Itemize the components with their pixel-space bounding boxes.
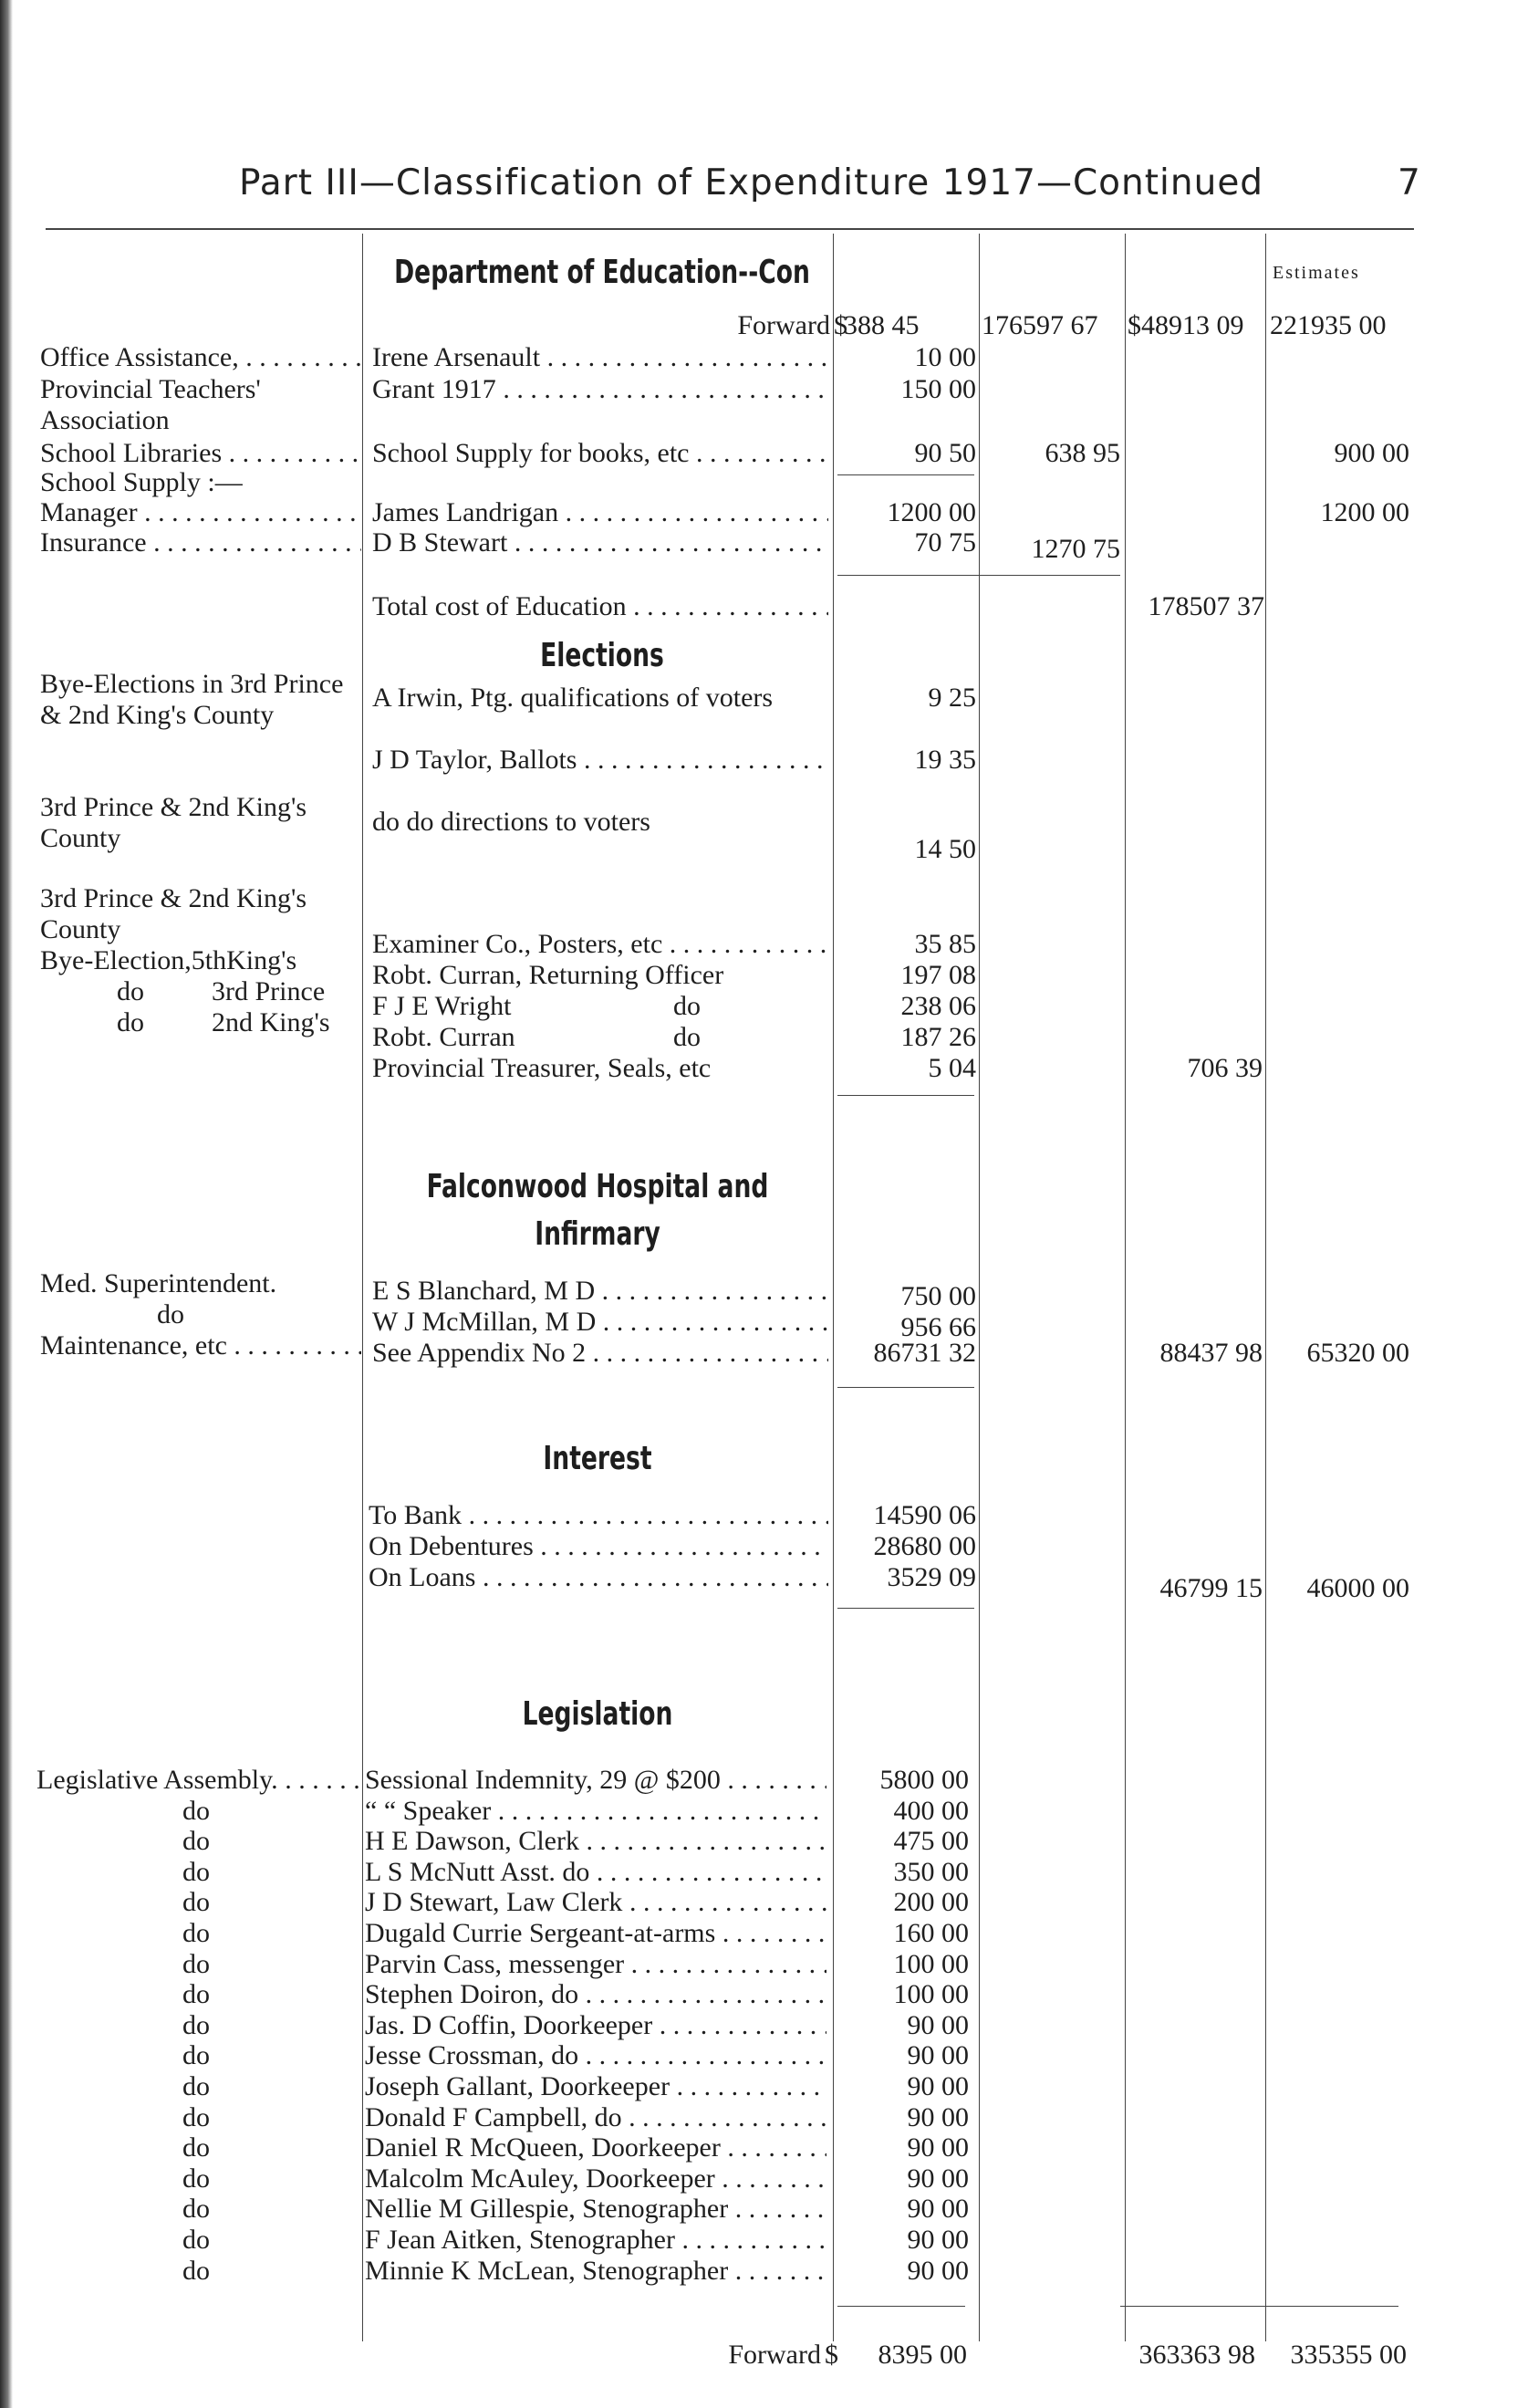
section-heading-infirmary: Infirmary [535,1215,660,1253]
ditto-mark: do [182,2040,210,2071]
ditto-mark: do [182,2009,210,2040]
item-amount: 100 00 [893,1948,969,1979]
classification-label: Office Assistance, . . . [40,342,361,373]
item-amount: 197 08 [900,960,976,990]
item-amount: 10 00 [914,342,976,372]
ditto-mark: do [182,2071,210,2101]
item-description: A Irwin, Ptg. qualifications of voters [372,683,774,713]
section-heading-elections: Elections [540,637,664,674]
section-heading-falconwood: Falconwood Hospital and [426,1168,769,1205]
item-estimate: 65320 00 [1306,1338,1409,1368]
item-amount: 90 00 [907,2040,969,2071]
item-description: Donald F Campbell, do . . . [365,2102,826,2133]
item-amount: 100 00 [893,1979,969,2010]
item-amount: 9 25 [928,683,976,713]
item-amount: 14 50 [914,834,976,864]
item-description: See Appendix No 2 . . . [372,1338,828,1369]
ditto-mark: do [157,1299,184,1329]
item-description: To Bank . . . [369,1500,828,1531]
sum-rule [837,2306,965,2307]
item-amount: 90 00 [907,2132,969,2163]
item-amount: 350 00 [893,1856,969,1887]
column-rule [979,234,980,2341]
item-description: Daniel R McQueen, Doorkeeper . . . [365,2132,826,2163]
item-description: Sessional Indemnity, 29 @ $200 . . . [365,1765,826,1796]
item-description: On Loans . . . [369,1562,828,1593]
item-description: Dugald Currie Sergeant-at-arms . . . [365,1918,826,1949]
classification-label: 3rd Prince & 2nd King's County [40,883,307,944]
item-amount: 90 00 [907,2163,969,2194]
classification-label: Bye-Elections in 3rd Prince & 2nd King's County [40,669,344,730]
item-subtotal: 1270 75 [1031,534,1120,564]
header-rule [46,228,1414,230]
ditto-mark: do [117,976,144,1006]
footer-col5: 335355 00 [1290,2340,1407,2370]
sum-rule [837,575,1120,576]
item-estimate: 900 00 [1334,438,1409,468]
item-amount: 14590 06 [873,1500,976,1530]
forward-col3: 176597 67 [982,310,1098,340]
total-amount: 46799 15 [1159,1573,1263,1603]
item-amount: 90 00 [907,2194,969,2225]
item-amount: 35 85 [914,929,976,959]
ditto-mark: do [182,1887,210,1918]
item-description: E S Blanchard, M D . . . [372,1276,828,1307]
footer-forward-label: Forward [728,2340,821,2370]
footer-col4: 363363 98 [1138,2340,1255,2370]
column-rule [1265,234,1266,2341]
item-description: F Jean Aitken, Stenographer . . . [365,2225,826,2256]
item-description: J D Stewart, Law Clerk . . . [365,1887,826,1918]
ditto-mark: do [117,1007,144,1037]
page-number: 7 [1398,162,1421,203]
total-amount: 178507 37 [1148,591,1264,621]
item-amount: 90 00 [907,2009,969,2040]
sum-rule [837,474,974,475]
item-amount: 160 00 [893,1918,969,1948]
classification-label: 3rd Prince & 2nd King's County [40,792,307,853]
classification-label: 2nd King's [212,1007,330,1037]
item-description: Irene Arsenault . . . [372,342,828,373]
item-description: J D Taylor, Ballots . . . [372,745,828,776]
classification-label: School Libraries . . . [40,438,361,469]
ditto-mark: do [182,1948,210,1979]
total-amount: 88437 98 [1159,1338,1263,1368]
item-amount: 3529 09 [887,1562,976,1592]
item-description: Parvin Cass, messenger . . . [365,1949,826,1980]
item-description: Stephen Doiron, do . . . [365,1979,826,2010]
item-estimate: 1200 00 [1320,497,1409,527]
item-amount: 70 75 [914,527,976,558]
item-description: Robt. Curran, Returning Officer [372,960,724,990]
item-description: W J McMillan, M D . . . [372,1307,828,1338]
page-title: Part III—Classification of Expenditure 1917—Continued [239,162,1264,203]
ditto-mark: do [182,2163,210,2194]
item-amount: 200 00 [893,1887,969,1918]
sum-rule [837,1387,974,1388]
item-amount: 150 00 [900,374,976,404]
item-description: Jesse Crossman, do . . . [365,2040,826,2071]
item-amount: 5800 00 [879,1765,969,1795]
classification-label: School Supply :— [40,467,243,497]
item-amount: 28680 00 [873,1531,976,1561]
item-amount: 187 26 [900,1022,976,1052]
item-description: Examiner Co., Posters, etc . . . [372,929,828,960]
forward-label: Forward [737,310,830,340]
ditto-mark: do [182,2225,210,2255]
footer-amount: 8395 00 [878,2340,967,2370]
page-edge-shadow [0,0,13,2408]
ditto-mark: do [182,2255,210,2286]
item-description: Provincial Treasurer, Seals, etc [372,1053,712,1083]
item-description: Robt. Curran [372,1022,515,1052]
item-description: Joseph Gallant, Doorkeeper . . . [365,2071,826,2102]
item-description: “ “ Speaker . . . [365,1796,826,1827]
item-description: D B Stewart . . . [372,527,828,558]
forward-col5: 221935 00 [1270,310,1387,340]
item-amount: 90 00 [907,2071,969,2101]
item-description: Minnie K McLean, Stenographer . . . [365,2256,826,2287]
ditto-mark: do [182,2194,210,2225]
classification-label: Maintenance, etc . . . [40,1330,361,1361]
classification-label: Med. Superintendent. [40,1268,277,1298]
item-description: F J E Wright [372,991,512,1021]
column-rule [362,234,363,2341]
section-heading-education: Department of Education--Con [394,254,810,291]
item-amount: 90 00 [907,2255,969,2286]
item-subtotal: 638 95 [1045,438,1120,468]
section-heading-legislation: Legislation [522,1695,673,1733]
item-amount: 238 06 [900,991,976,1021]
ditto-mark: do [182,1856,210,1887]
ditto-mark: do [182,1795,210,1826]
item-amount: 86731 32 [873,1338,976,1368]
total-amount: 706 39 [1187,1053,1263,1083]
ditto-mark: do [182,1826,210,1857]
item-description: H E Dawson, Clerk . . . [365,1826,826,1857]
sum-rule [1120,2306,1398,2307]
classification-label: Manager . . . [40,497,361,528]
ditto-mark: do [182,2132,210,2163]
item-estimate: 46000 00 [1306,1573,1409,1603]
item-description: Grant 1917 . . . [372,374,828,405]
ditto-mark: do [673,1022,701,1052]
item-amount: 5 04 [928,1053,976,1083]
item-amount: 475 00 [893,1826,969,1857]
item-description: Malcolm McAuley, Doorkeeper . . . [365,2163,826,2194]
item-description: Nellie M Gillespie, Stenographer . . . [365,2194,826,2225]
total-label: Total cost of Education . . . [372,591,828,622]
estimates-label: Estimates [1273,263,1360,283]
item-amount: 90 00 [907,2225,969,2255]
classification-label: Bye-Election,5thKing's [40,945,297,975]
item-amount: 19 35 [914,745,976,775]
item-description: School Supply for books, etc . . . [372,438,828,469]
item-description: Jas. D Coffin, Doorkeeper . . . [365,2010,826,2041]
forward-col4: $48913 09 [1128,310,1244,340]
item-description: do do directions to voters [372,807,650,837]
item-description: James Landrigan . . . [372,497,828,528]
item-description: L S McNutt Asst. do . . . [365,1857,826,1888]
ditto-mark: do [182,1979,210,2010]
ditto-mark: do [182,2101,210,2132]
item-amount: 750 00 [900,1281,976,1311]
sum-rule [837,1608,974,1609]
forward-dollar: $ [834,310,847,340]
classification-label: Provincial Teachers' Association [40,374,261,435]
forward-amount: 388 45 [844,310,920,340]
item-description: On Debentures . . . [369,1531,828,1562]
item-amount: 1200 00 [887,497,976,527]
footer-dollar: $ [825,2340,838,2370]
item-amount: 400 00 [893,1795,969,1826]
item-amount: 90 00 [907,2101,969,2132]
section-heading-interest: Interest [543,1440,652,1477]
item-amount: 90 50 [914,438,976,468]
classification-label: 3rd Prince [212,976,326,1006]
column-rule [1125,234,1126,2341]
classification-label: Legislative Assembly. . . . [36,1765,361,1796]
item-amount: 956 66 [900,1312,976,1342]
ditto-mark: do [673,991,701,1021]
sum-rule [837,1095,974,1096]
classification-label: Insurance . . . [40,527,361,558]
ditto-mark: do [182,1918,210,1948]
